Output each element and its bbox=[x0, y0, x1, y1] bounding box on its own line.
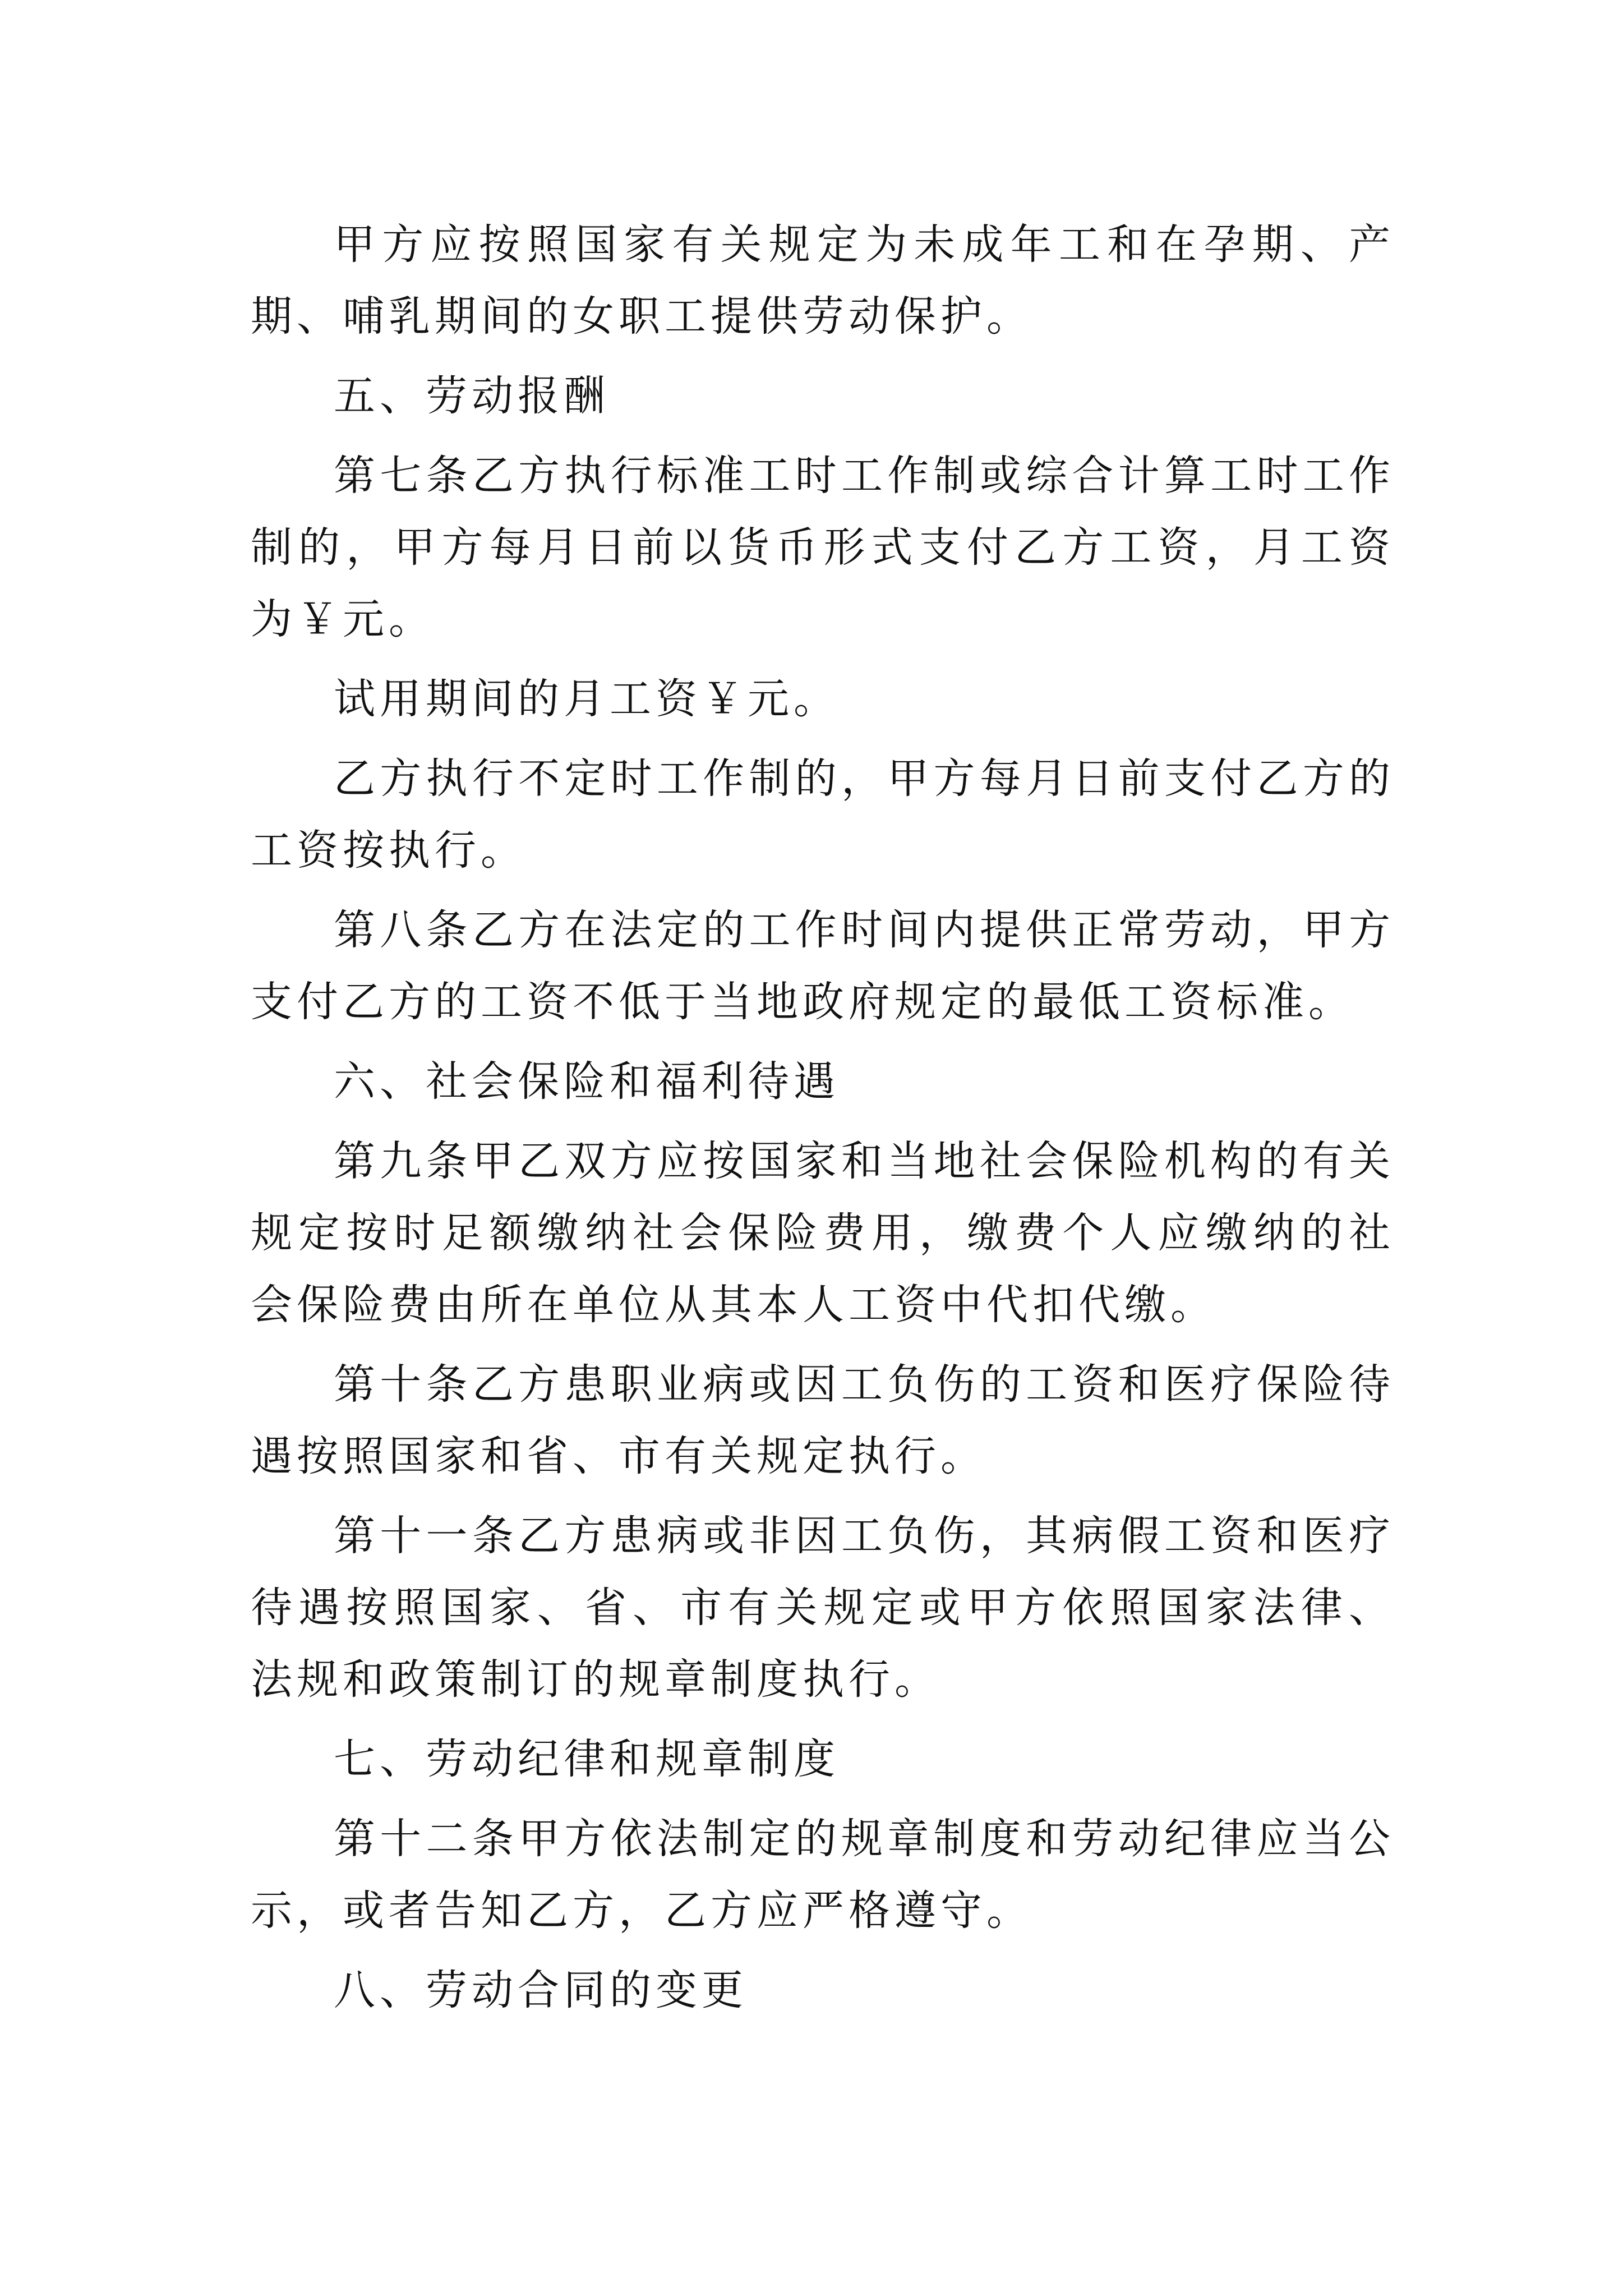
section-heading-discipline: 七、劳动纪律和规章制度 bbox=[334, 1735, 840, 1783]
article-9: 第九条甲乙双方应按国家和当地社会保险机构的有关规定按时足额缴纳社会保险费用，缴费个人应缴纳的社会保险费由所在单位从其本人工资中代扣代缴。 bbox=[251, 1137, 1395, 1329]
article-8: 第八条乙方在法定的工作时间内提供正常劳动，甲方支付乙方的工资不低于当地政府规定的最低工资标准。 bbox=[251, 906, 1395, 1026]
section-heading-social-insurance: 六、社会保险和福利待遇 bbox=[334, 1057, 840, 1106]
paragraph-probation-wage: 试用期间的月工资￥元。 bbox=[334, 675, 840, 723]
paragraph-flexible-hours: 乙方执行不定时工作制的，甲方每月日前支付乙方的工资按执行。 bbox=[251, 754, 1395, 875]
article-11: 第十一条乙方患病或非因工负伤，其病假工资和医疗待遇按照国家、省、市有关规定或甲方依照国家法律、法规和政策制订的规章制度执行。 bbox=[251, 1512, 1395, 1704]
article-10: 第十条乙方患职业病或因工负伤的工资和医疗保险待遇按照国家和省、市有关规定执行。 bbox=[251, 1360, 1395, 1480]
article-7: 第七条乙方执行标准工时工作制或综合计算工时工作制的，甲方每月日前以货币形式支付乙方工资，月工资为￥元。 bbox=[251, 452, 1395, 643]
section-heading-remuneration: 五、劳动报酬 bbox=[334, 372, 610, 420]
article-12: 第十二条甲方依法制定的规章制度和劳动纪律应当公示，或者告知乙方，乙方应严格遵守。 bbox=[251, 1815, 1395, 1935]
document-body bbox=[251, 209, 1395, 2034]
section-heading-contract-change: 八、劳动合同的变更 bbox=[334, 1966, 748, 2014]
paragraph-protection: 甲方应按照国家有关规定为未成年工和在孕期、产期、哺乳期间的女职工提供劳动保护。 bbox=[251, 220, 1395, 341]
